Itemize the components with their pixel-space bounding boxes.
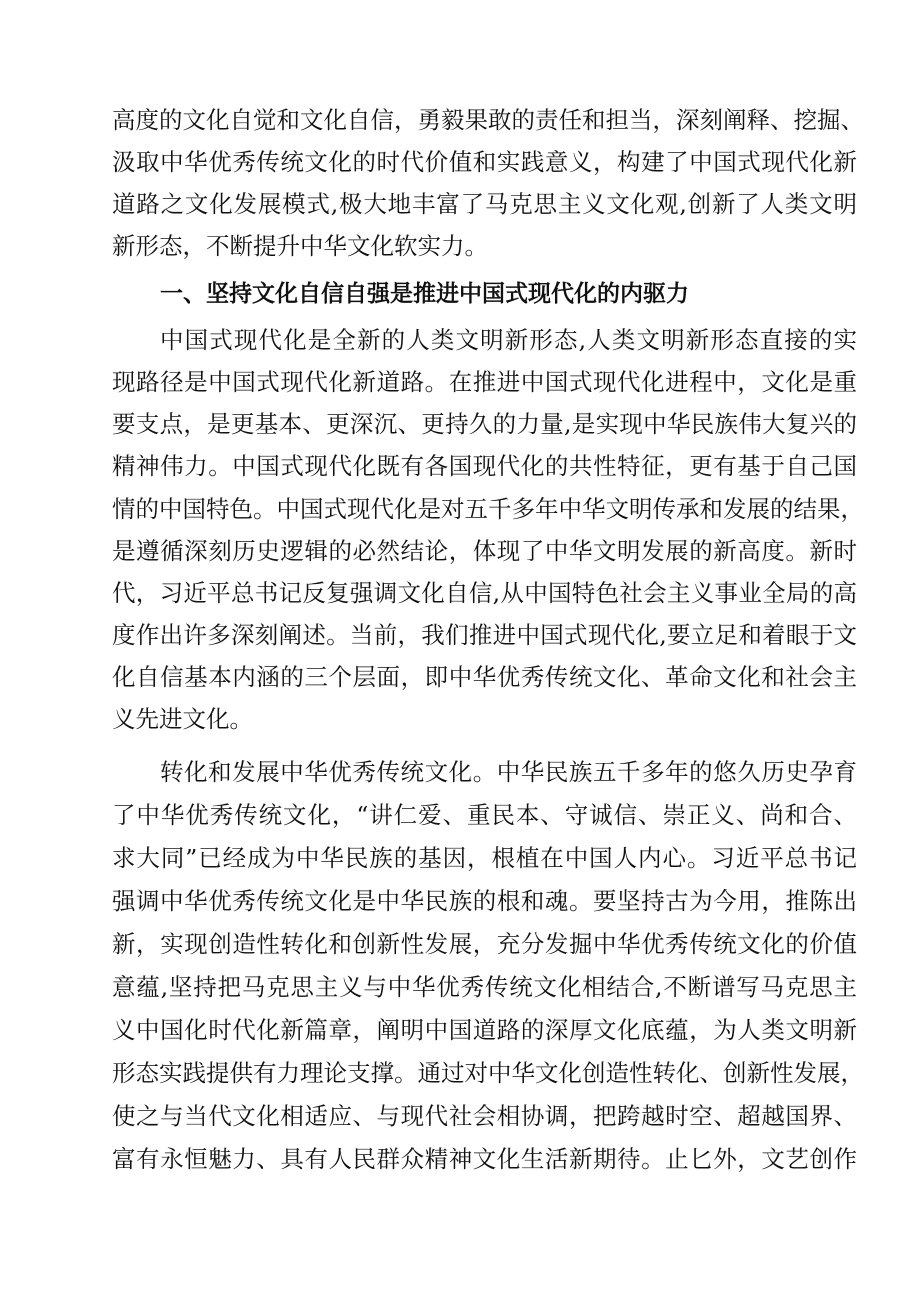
paragraph2-line: 转化和发展中华优秀传统文化。中华民族五千多年的悠久历史孕育 [160, 758, 857, 786]
paragraph2-line: 义中国化时代化新篇章，阐明中国道路的深厚文化底蕴，为人类文明新 [112, 1016, 857, 1044]
paragraph1-line: 度作出许多深刻阐述。当前，我们推进中国式现代化,要立足和着眼于文 [112, 621, 857, 649]
intro-line: 道路之文化发展模式,极大地丰富了马克思主义文化观,创新了人类文明 [112, 190, 857, 218]
intro-line: 新形态，不断提升中华文化软实力。 [112, 232, 488, 260]
paragraph2-line: 意蕴,坚持把马克思主义与中华优秀传统文化相结合,不断谱写马克思主 [112, 973, 857, 1001]
paragraph1-line: 化自信基本内涵的三个层面，即中华优秀传统文化、革命文化和社会主 [112, 663, 857, 691]
intro-line: 汲取中华优秀传统文化的时代价值和实践意义，构建了中国式现代化新 [112, 148, 857, 176]
paragraph1-line: 情的中国特色。中国式现代化是对五千多年中华文明传承和发展的结果， [112, 495, 864, 523]
paragraph2-line: 富有永恒魅力、具有人民群众精神文化生活新期待。止匕外，文艺创作 [112, 1145, 857, 1173]
paragraph1-line: 中国式现代化是全新的人类文明新形态,人类文明新形态直接的实 [160, 326, 857, 354]
paragraph2-line: 求大同”已经成为中华民族的基因，根植在中国人内心。习近平总书记 [112, 844, 857, 872]
paragraph1-line: 精神伟力。中国式现代化既有各国现代化的共性特征，更有基于自己国 [112, 452, 857, 480]
paragraph1-line: 代，习近平总书记反复强调文化自信,从中国特色社会主义事业全局的高 [112, 579, 857, 607]
paragraph2-line: 强调中华优秀传统文化是中华民族的根和魂。要坚持古为今用，推陈出 [112, 887, 857, 915]
paragraph1-line: 现路径是中国式现代化新道路。在推进中国式现代化进程中，文化是重 [112, 368, 857, 396]
section-heading: 一、坚持文化自信自强是推进中国式现代化的内驱力 [160, 281, 689, 307]
paragraph2-line: 新，实现创造性转化和创新性发展，充分发掘中华优秀传统文化的价值 [112, 930, 857, 958]
paragraph1-line: 是遵循深刻历史逻辑的必然结论，体现了中华文明发展的新高度。新时 [112, 537, 857, 565]
intro-line: 高度的文化自觉和文化自信，勇毅果敢的责任和担当，深刻阐释、挖掘、 [112, 106, 864, 134]
paragraph1-line: 义先进文化。 [112, 705, 253, 733]
paragraph2-line: 形态实践提供有力理论支撑。通过对中华文化创造性转化、创新性发展， [112, 1059, 864, 1087]
paragraph2-line: 使之与当代文化相适应、与现代社会相协调，把跨越时空、超越国界、 [112, 1102, 857, 1130]
paragraph1-line: 要支点，是更基本、更深沉、更持久的力量,是实现中华民族伟大复兴的 [112, 410, 857, 438]
paragraph2-line: 了中华优秀传统文化，“讲仁爱、重民本、守诚信、崇正义、尚和合、 [112, 801, 857, 829]
